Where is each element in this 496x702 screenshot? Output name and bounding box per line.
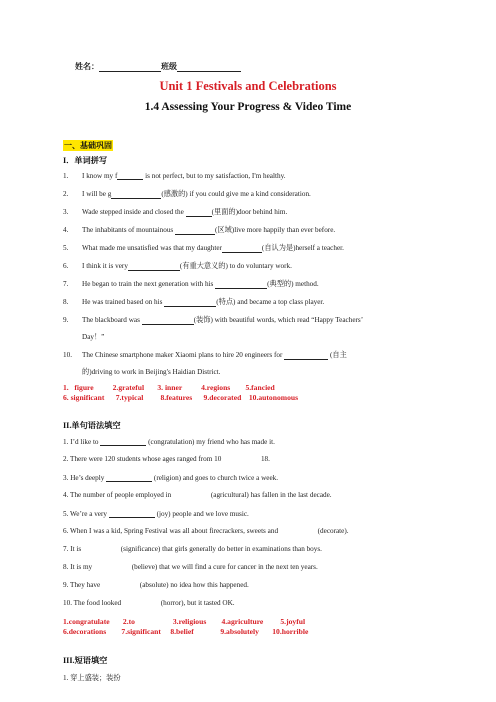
question-item: 4. The number of people employed in (agricultural) has fallen in the last decade.: [63, 491, 332, 499]
part1-answers-line1: 1. figure 2.grateful 3. inner 4.regions 5.fancied: [63, 383, 275, 392]
unit-title: Unit 1 Festivals and Celebrations: [159, 79, 337, 93]
question-item: 7. It is (significance) that girls generally do better in examinations than boys.: [63, 545, 322, 553]
part1-answers-line2: 6. significant 7.typical 8.features 9.decorated 10.autonomous: [63, 393, 299, 402]
section-basic-consolidation: 一、基础巩固: [64, 141, 112, 150]
question-item: 8. It is my (believe) that we will find a cure for cancer in the next ten years.: [63, 563, 318, 571]
question-item: 10. The Chinese smartphone maker Xiaomi plans to hire 20 engineers for (自主: [63, 351, 347, 359]
part2-answers-line1: 1.congratulate 2.to 3.religious 4.agriculture 5.joyful: [63, 617, 306, 626]
question-item: 5. We’re a very (joy) people and we love music.: [63, 510, 249, 518]
question-item: 7. He began to train the next generation with his (典型的) method.: [63, 280, 319, 288]
question-item: 9. The blackboard was (装饰) with beautiful words, which read “Happy Teachers’: [63, 316, 364, 324]
question-item: 4. The inhabitants of mountainous (区域)live more happily than ever before.: [63, 226, 336, 234]
part1-heading: I．单词拼写: [63, 156, 108, 165]
question-item: 6. When I was a kid, Spring Festival was all about firecrackers, sweets and (decorate).: [63, 527, 349, 535]
question-item: 1. I know my f is not perfect, but to my satisfaction, I'm healthy.: [63, 172, 286, 180]
question-item: 3. He’s deeply (religion) and goes to church twice a week.: [63, 474, 279, 482]
student-info-line: [75, 61, 241, 72]
question-item: 3. Wade stepped inside and closed the (里面的)door behind him.: [63, 208, 288, 216]
answer-blank[interactable]: [111, 190, 161, 199]
class-label: 班级: [161, 62, 177, 71]
question-item: 2. I will be g (感激的) if you could give me a kind consideration.: [63, 190, 311, 198]
class-blank[interactable]: [177, 62, 241, 72]
answer-blank[interactable]: [186, 208, 212, 217]
lesson-title: 1.4 Assessing Your Progress & Video Time: [144, 101, 352, 113]
question-item: 10. The food looked (horror), but it tasted OK.: [63, 599, 235, 607]
question-item: 8. He was trained based on his (特点) and became a top class player.: [63, 298, 325, 306]
question-item: 5. What made me unsatisfied was that my daughter (自认为是)herself a teacher.: [63, 244, 344, 252]
answer-blank[interactable]: [215, 280, 267, 289]
answer-blank[interactable]: [142, 316, 194, 325]
question-item-continuation: 的)driving to work in Beijing's Haidian District.: [82, 368, 221, 376]
question-item: 2. There were 120 students whose ages ranged from 10 18.: [63, 455, 270, 463]
answer-blank[interactable]: [106, 473, 152, 482]
question-item: 1. 穿上盛装；装扮: [63, 674, 121, 682]
answer-blank[interactable]: [164, 298, 216, 307]
answer-blank[interactable]: [128, 262, 180, 271]
answer-blank[interactable]: [100, 437, 146, 446]
part3-heading: III.短语填空: [63, 656, 108, 665]
name-blank[interactable]: [99, 62, 161, 72]
answer-blank[interactable]: [109, 509, 155, 518]
question-item: 9. They have (absolute) no idea how this happened.: [63, 581, 249, 589]
question-item: 6. I think it is very (有重大意义的) to do voluntary work.: [63, 262, 292, 270]
answer-blank[interactable]: [222, 244, 262, 253]
name-label: 姓名：: [75, 62, 99, 71]
answer-blank[interactable]: [284, 351, 328, 360]
part2-heading: II.单句语法填空: [63, 421, 121, 430]
part2-answers-line2: 6.decorations 7.significant 8.belief 9.absolutely 10.horrible: [63, 627, 309, 636]
question-item: 1. I’d like to (congratulation) my friend who has made it.: [63, 438, 275, 446]
answer-blank[interactable]: [117, 171, 143, 180]
answer-blank[interactable]: [175, 226, 215, 235]
question-item-continuation: Day！”: [82, 333, 105, 341]
